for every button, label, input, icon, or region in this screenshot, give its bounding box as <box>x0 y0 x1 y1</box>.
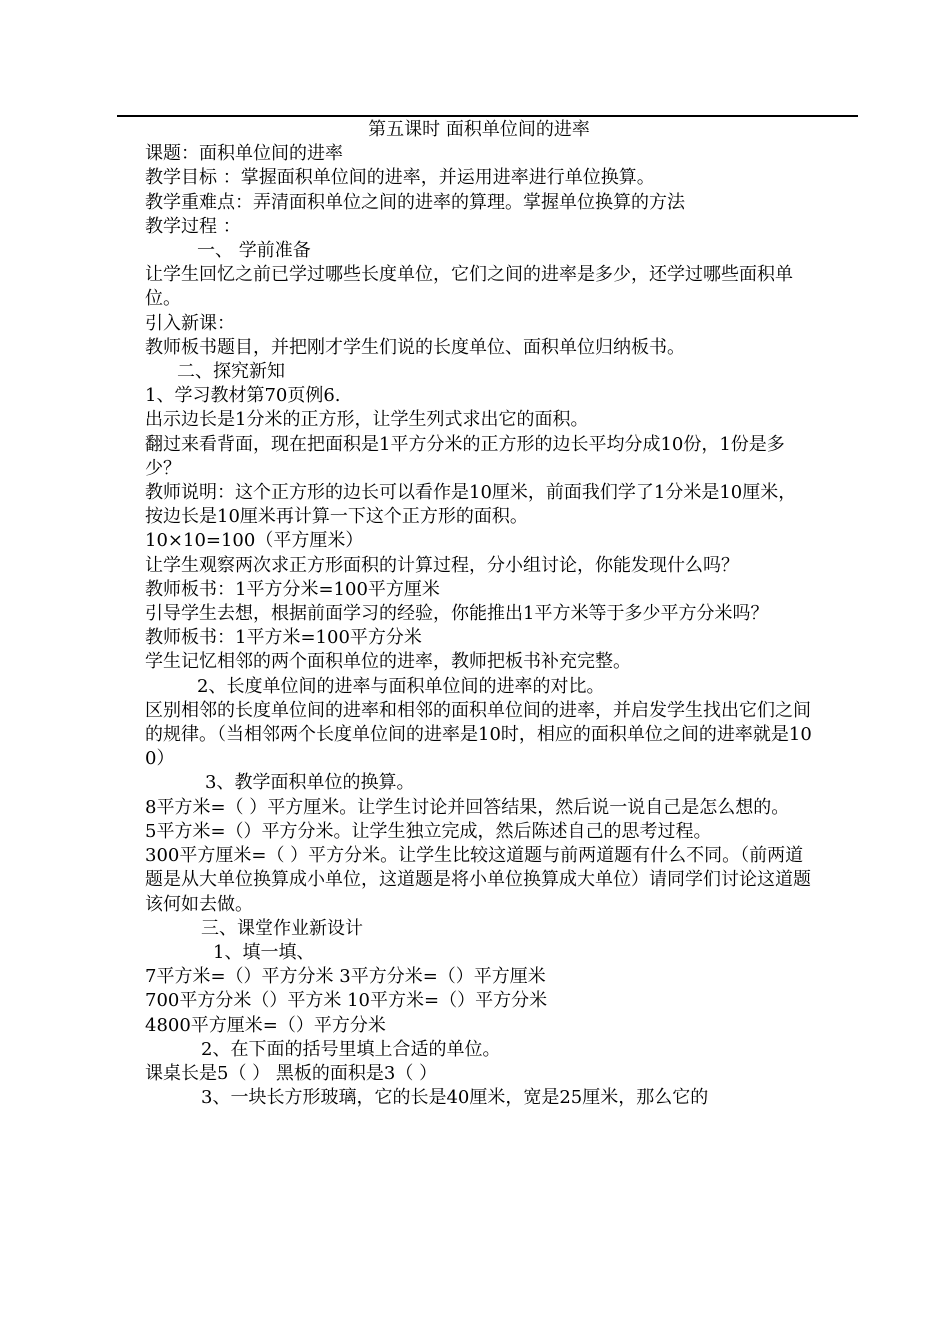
paragraph: 引入新课： <box>145 312 235 334</box>
key-difficulties: 教学重难点：弄清面积单位之间的进率的算理。掌握单位换算的方法 <box>145 191 685 213</box>
exercise-line: 3、一块长方形玻璃，它的长是40厘米，宽是25厘米，那么它的 <box>201 1087 709 1109</box>
paragraph: 1、学习教材第70页例6. <box>145 385 341 407</box>
section-heading: 一、 学前准备 <box>197 240 311 262</box>
paragraph: 出示边长是1分米的正方形，让学生列式求出它的面积。 <box>145 409 589 431</box>
board-note: 教师板书：1平方分米=100平方厘米 <box>145 578 440 600</box>
teaching-process-heading: 教学过程 ： <box>145 215 241 237</box>
document-body <box>145 118 813 1110</box>
paragraph: 8平方米=（ ）平方厘米。让学生讨论并回答结果，然后说一说自己是怎么想的。 <box>145 796 790 818</box>
paragraph: 让学生观察两次求正方形面积的计算过程，分小组讨论，你能发现什么吗？ <box>145 554 739 576</box>
subsection-heading: 2、长度单位间的进率与面积单位间的进率的对比。 <box>197 675 605 697</box>
paragraph: 教师板书题目，并把刚才学生们说的长度单位、面积单位归纳板书。 <box>145 336 685 358</box>
lesson-topic: 课题：面积单位间的进率 <box>145 143 343 165</box>
exercise-line: 课桌长是5（ ） 黑板的面积是3（ ） <box>145 1062 438 1084</box>
section-heading: 三、课堂作业新设计 <box>201 917 363 939</box>
document-title: 第五课时 面积单位间的进率 <box>368 119 590 140</box>
paragraph: 引导学生去想，根据前面学习的经验，你能推出1平方米等于多少平方分米吗？ <box>145 603 769 625</box>
paragraph: 区别相邻的长度单位间的进率和相邻的面积单位间的进率，并启发学生找出它们之间的规律。（当相邻两个长度单位间的进率是10时，相应的面积单位之间的进率就是100） <box>145 699 812 770</box>
exercise-line: 700平方分米（）平方米 10平方米=（）平方分米 <box>145 990 548 1012</box>
board-note: 教师板书：1平方米=100平方分米 <box>145 627 422 649</box>
subsection-heading: 3、教学面积单位的换算。 <box>205 772 415 794</box>
paragraph: 翻过来看背面，现在把面积是1平方分米的正方形的边长平均分成10份，1份是多少？ <box>145 433 785 479</box>
paragraph: 教师说明：这个正方形的边长可以看作是10厘米，前面我们学了1分米是10厘米，按边长是10厘米再计算一下这个正方形的面积。 <box>145 482 797 528</box>
paragraph: 学生记忆相邻的两个面积单位的进率，教师把板书补充完整。 <box>145 651 631 673</box>
header-rule <box>117 115 858 117</box>
paragraph: 5平方米=（）平方分米。让学生独立完成，然后陈述自己的思考过程。 <box>145 820 712 842</box>
exercise-line: 4800平方厘米=（）平方分米 <box>145 1014 386 1036</box>
section-heading: 二、探究新知 <box>177 361 285 383</box>
exercise-heading: 2、在下面的括号里填上合适的单位。 <box>201 1038 501 1060</box>
paragraph: 让学生回忆之前已学过哪些长度单位，它们之间的进率是多少，还学过哪些面积单位。 <box>145 264 793 310</box>
exercise-line: 7平方米=（）平方分米 3平方分米=（）平方厘米 <box>145 966 546 988</box>
teaching-goal: 教学目标 ：掌握面积单位间的进率，并运用进率进行单位换算。 <box>145 167 655 189</box>
paragraph: 300平方厘米=（ ）平方分米。让学生比较这道题与前两道题有什么不同。（前两道题是从大单位换算成小单位，这道题是将小单位换算成大单位）请同学们讨论这道题该何如去做。 <box>145 845 811 915</box>
exercise-heading: 1、填一填、 <box>213 941 315 963</box>
formula: 10×10=100（平方厘米） <box>145 530 364 552</box>
